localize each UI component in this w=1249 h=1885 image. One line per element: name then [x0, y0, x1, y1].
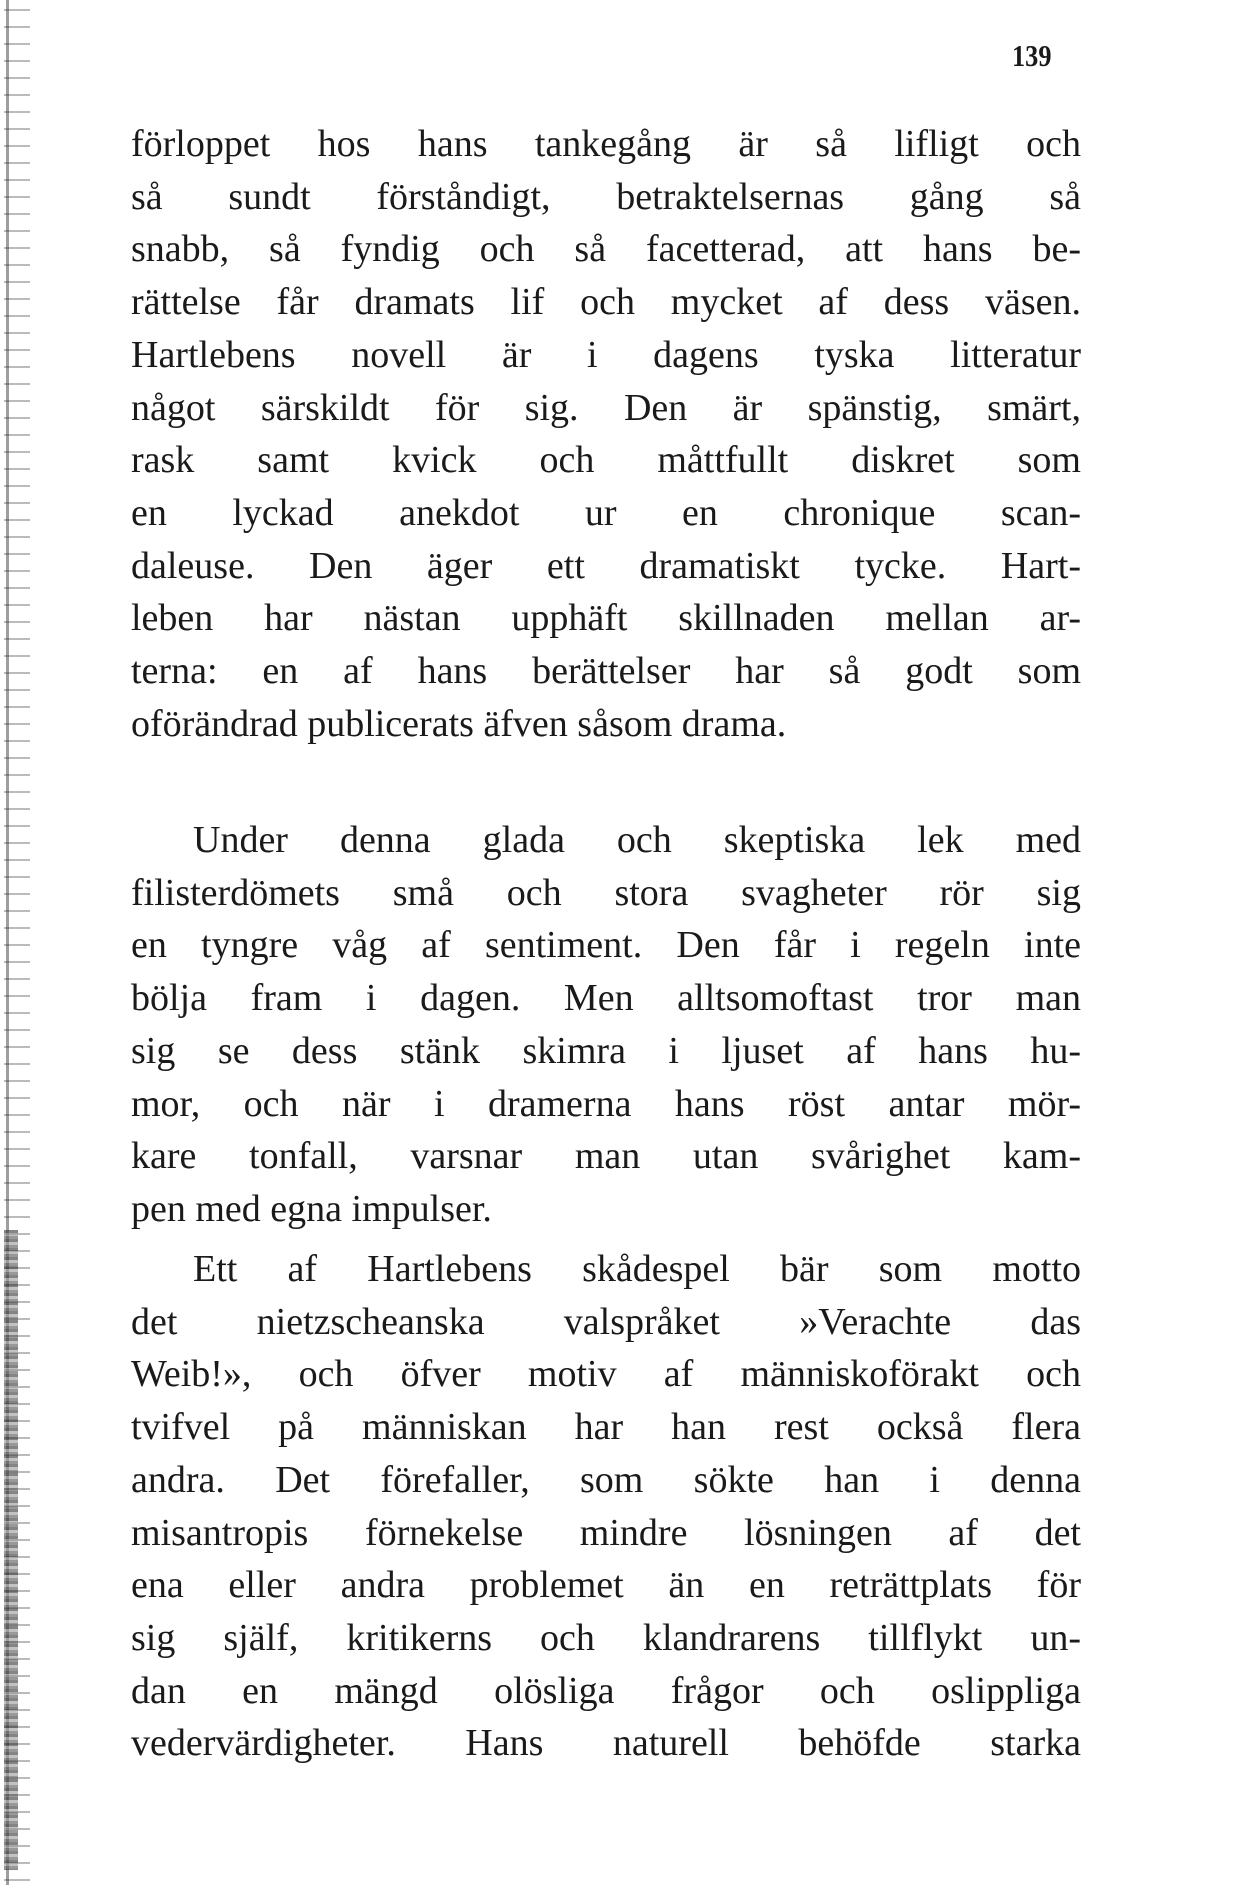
text-line: andra. Det förefaller, som sökte han i denna [131, 1458, 1081, 1501]
text-line: bölja fram i dagen. Men alltsomoftast tror man [131, 977, 1081, 1020]
text-line: leben har nästan upphäft skillnaden mellan ar- [131, 597, 1081, 640]
text-line: en lyckad anekdot ur en chronique scan- [131, 491, 1081, 534]
text-line: sig själf, kritikerns och klandrarens tillflykt un- [131, 1616, 1081, 1659]
text-line: Ett af Hartlebens skådespel bär som motto [193, 1248, 1081, 1290]
text-line: snabb, så fyndig och så facetterad, att hans be- [131, 228, 1081, 271]
text-line: mor, och när i dramerna hans röst antar mör- [131, 1082, 1081, 1125]
text-line: rättelse får dramats lif och mycket af dess väsen. [131, 281, 1081, 324]
text-line: oförändrad publicerats äfven såsom drama. [131, 702, 787, 745]
scan-edge-shadow [4, 1230, 18, 1870]
text-line: sig se dess stänk skimra i ljuset af hans hu- [131, 1029, 1081, 1072]
text-line: så sundt förståndigt, betraktelsernas gång så [131, 175, 1081, 218]
text-line: terna: en af hans berättelser har så godt som [131, 650, 1081, 692]
text-line: dan en mängd olösliga frågor och oslippliga [131, 1669, 1081, 1712]
text-line: en tyngre våg af sentiment. Den får i regeln inte [131, 924, 1081, 967]
text-line: förloppet hos hans tankegång är så lifligt och [131, 123, 1081, 165]
text-line: daleuse. Den äger ett dramatiskt tycke. Hart- [131, 544, 1081, 587]
text-line: misantropis förnekelse mindre lösningen af det [131, 1511, 1081, 1554]
text-line: tvifvel på människan har han rest också flera [131, 1406, 1081, 1449]
text-line: vedervärdigheter. Hans naturell behöfde starka [131, 1722, 1081, 1765]
text-line: ena eller andra problemet än en reträttplats för [131, 1564, 1081, 1607]
text-line: det nietzscheanska valspråket »Verachte das [131, 1300, 1081, 1343]
page-number: 139 [1012, 38, 1052, 73]
text-line: Under denna glada och skeptiska lek med [193, 819, 1081, 861]
text-line: Hartlebens novell är i dagens tyska litteratur [131, 333, 1081, 376]
text-line: pen med egna impulser. [131, 1187, 492, 1230]
text-line: rask samt kvick och måttfullt diskret som [131, 439, 1081, 482]
text-line: filisterdömets små och stora svagheter rör sig [131, 871, 1081, 914]
text-line: kare tonfall, varsnar man utan svårighet kam- [131, 1135, 1081, 1178]
text-line: Weib!», och öfver motiv af människoförakt och [131, 1353, 1081, 1396]
text-line: något särskildt för sig. Den är spänstig, smärt, [131, 386, 1081, 429]
